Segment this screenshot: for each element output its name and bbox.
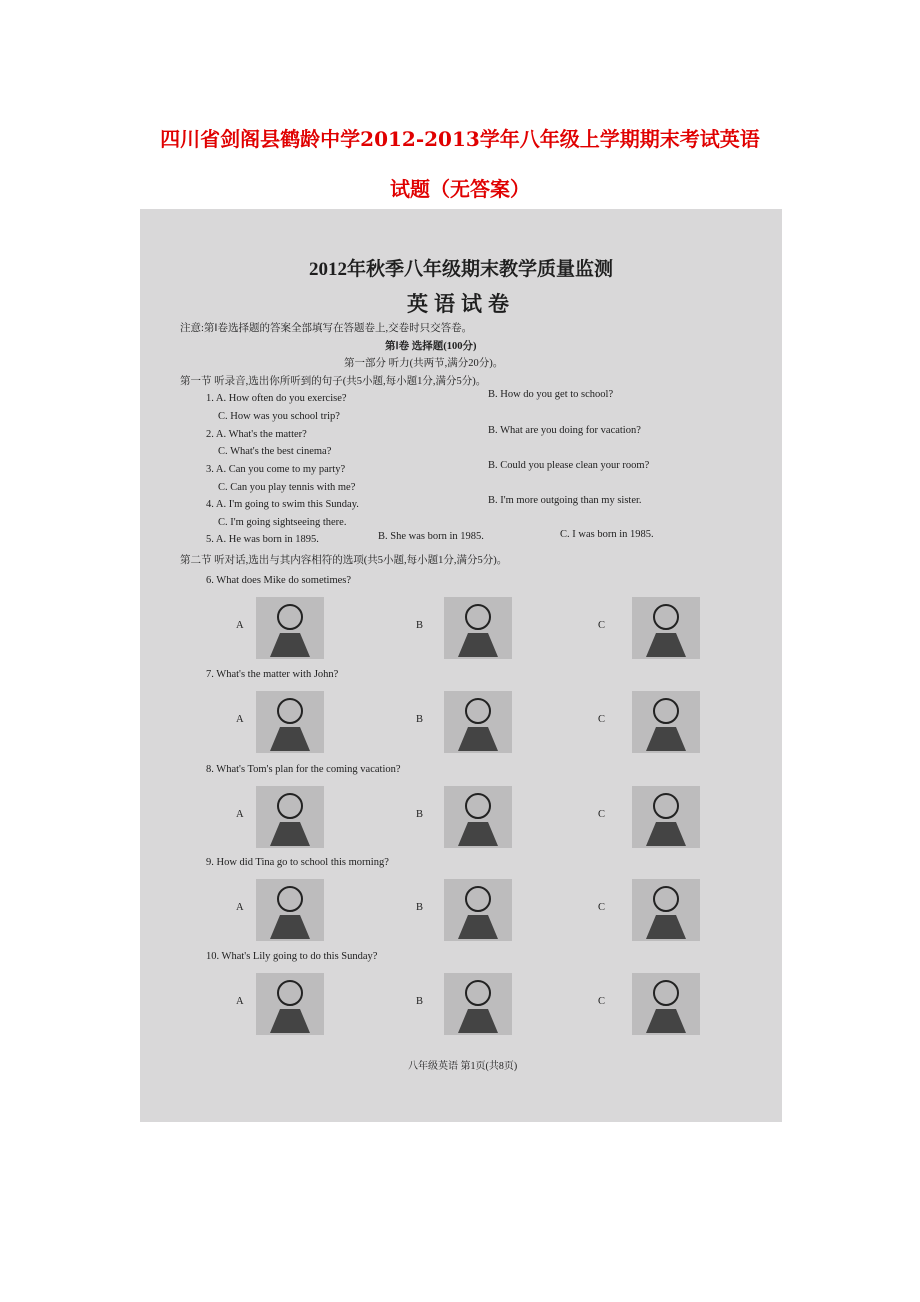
q3-option-c: C. Can you play tennis with me? (218, 482, 356, 493)
question-8-picture-a (252, 782, 328, 852)
question-8-picture-b (440, 782, 516, 852)
q1-option-a: 1. A. How often do you exercise? (206, 393, 347, 404)
q4-option-a: 4. A. I'm going to swim this Sunday. (206, 499, 359, 510)
section2-heading: 第二节 听对话,选出与其内容相符的选项(共5小题,每小题1分,满分5分)。 (180, 555, 508, 566)
question-7-label-a: A (236, 714, 244, 725)
question-6-picture-b (440, 593, 516, 663)
q2-option-c: C. What's the best cinema? (218, 446, 332, 457)
q3-option-a: 3. A. Can you come to my party? (206, 464, 346, 475)
q4-option-b: B. I'm more outgoing than my sister. (488, 495, 642, 506)
question-10: 10. What's Lily going to do this Sunday? (206, 951, 378, 962)
q5-option-b: B. She was born in 1985. (378, 531, 484, 542)
question-9-label-c: C (598, 902, 606, 913)
question-6-picture-c (628, 593, 704, 663)
question-7-picture-a (252, 687, 328, 757)
exam-subject: 英语试卷 (407, 292, 515, 316)
question-6-label-a: A (236, 620, 244, 631)
question-9-picture-a (252, 875, 328, 945)
question-10-label-c: C (598, 996, 606, 1007)
question-7-label-c: C (598, 714, 606, 725)
question-7: 7. What's the matter with John? (206, 669, 339, 680)
notice: 注意:第Ⅰ卷选择题的答案全部填写在答题卷上,交卷时只交答卷。 (180, 323, 473, 334)
section1-heading: 第一节 听录音,选出你所听到的句子(共5小题,每小题1分,满分5分)。 (180, 376, 487, 387)
question-9: 9. How did Tina go to school this morning? (206, 857, 389, 868)
volume-heading: 第Ⅰ卷 选择题(100分) (385, 341, 477, 352)
q3-option-b: B. Could you please clean your room? (488, 460, 650, 471)
q5-option-a: 5. A. He was born in 1895. (206, 534, 319, 545)
document-title: 四川省剑阁县鹤龄中学2012-2013学年八年级上学期期末考试英语 (160, 127, 760, 151)
q5-option-c: C. I was born in 1985. (560, 529, 654, 540)
question-6-label-b: B (416, 620, 424, 631)
question-7-label-b: B (416, 714, 424, 725)
question-8-label-b: B (416, 809, 424, 820)
question-6: 6. What does Mike do sometimes? (206, 575, 352, 586)
document-title-line2: 试题（无答案） (390, 177, 530, 201)
question-9-picture-c (628, 875, 704, 945)
question-10-picture-b (440, 969, 516, 1039)
question-10-picture-c (628, 969, 704, 1039)
part1-heading: 第一部分 听力(共两节,满分20分)。 (344, 358, 504, 369)
question-6-picture-a (252, 593, 328, 663)
question-7-picture-b (440, 687, 516, 757)
exam-heading: 2012年秋季八年级期末教学质量监测 (308, 259, 613, 280)
question-9-label-a: A (236, 902, 244, 913)
question-9-label-b: B (416, 902, 424, 913)
q2-option-a: 2. A. What's the matter? (206, 429, 307, 440)
question-10-label-a: A (236, 996, 244, 1007)
question-8-picture-c (628, 782, 704, 852)
question-8: 8. What's Tom's plan for the coming vacation? (206, 764, 401, 775)
scanned-exam-page (140, 209, 782, 1122)
question-10-picture-a (252, 969, 328, 1039)
q1-option-c: C. How was you school trip? (218, 411, 340, 422)
question-8-label-c: C (598, 809, 606, 820)
q2-option-b: B. What are you doing for vacation? (488, 425, 641, 436)
question-8-label-a: A (236, 809, 244, 820)
question-10-label-b: B (416, 996, 424, 1007)
question-9-picture-b (440, 875, 516, 945)
question-7-picture-c (628, 687, 704, 757)
q1-option-b: B. How do you get to school? (488, 389, 614, 400)
question-6-label-c: C (598, 620, 606, 631)
q4-option-c: C. I'm going sightseeing there. (218, 517, 347, 528)
page-footer: 八年级英语 第1页(共8页) (408, 1061, 518, 1072)
